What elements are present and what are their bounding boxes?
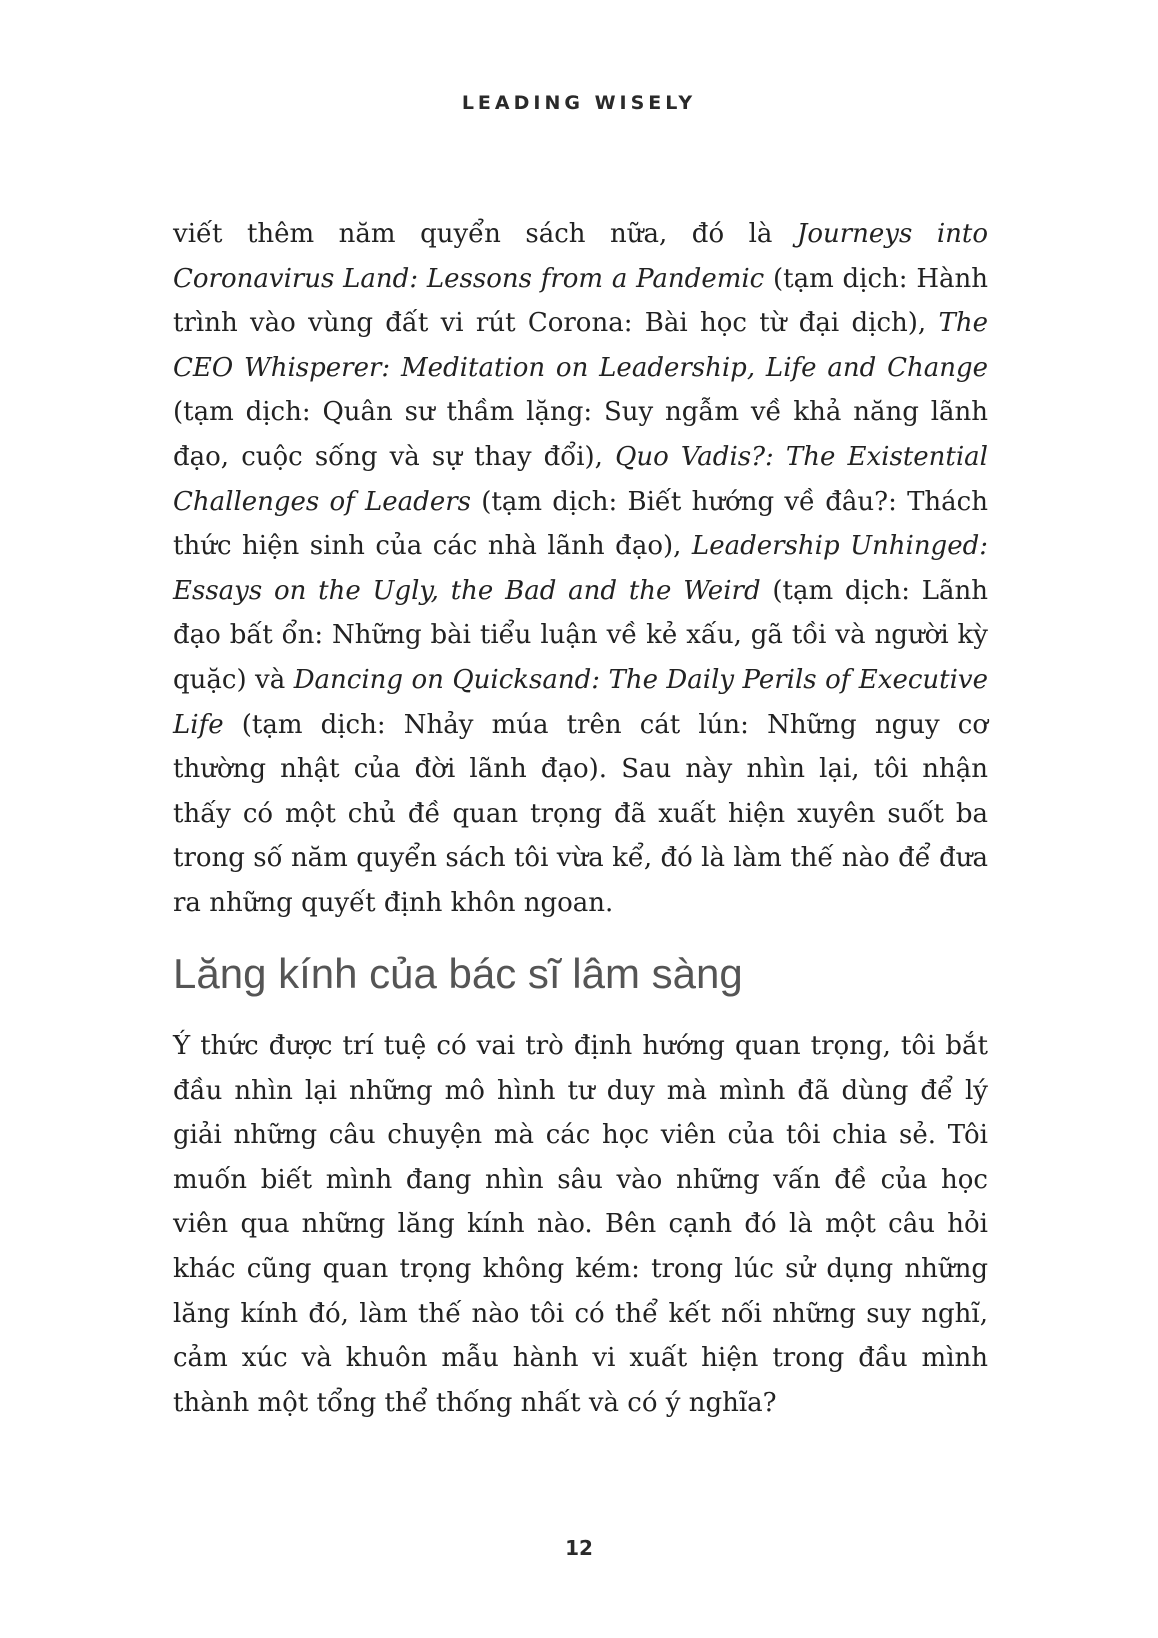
running-header: LEADING WISELY bbox=[461, 92, 697, 114]
book-title: Quo Vadis?: The Existential Challenges of Leaders bbox=[173, 441, 988, 517]
section-heading: Lăng kính của bác sĩ lâm sàng bbox=[173, 950, 743, 997]
text-segment: (tạm dịch: Nhảy múa trên cát lún: Những nguy cơ thường nhật của đời lãnh đạo). Sau này nhìn lại, tôi nhận thấy có một chủ đề quan trọng đã xuất hiện xuyên suốt ba trong số năm quyển sách tôi vừa kể, đó là làm thế nào để đưa ra những quyết định khôn ngoan. bbox=[173, 709, 988, 918]
book-title: Dancing on Quicksand: The Daily Perils of Executive Life bbox=[173, 664, 988, 740]
book-title: Leadership Unhinged: Essays on the Ugly, the Bad and the Weird bbox=[173, 531, 988, 606]
text-segment: (tạm dịch: Biết hướng về đâu?: Thách thức hiện sinh của các nhà lãnh đạo), bbox=[173, 486, 988, 562]
page-number: 12 bbox=[565, 1536, 593, 1560]
text-segment: (tạm dịch: Quân sư thầm lặng: Suy ngẫm về khả năng lãnh đạo, cuộc sống và sự thay đổi), bbox=[173, 397, 988, 472]
text-segment: viết thêm năm quyển sách nữa, đó là bbox=[173, 219, 797, 249]
body-paragraph-2: Ý thức được trí tuệ có vai trò định hướng quan trọng, tôi bắt đầu nhìn lại những mô hình tư duy mà mình đã dùng để lý giải những câu chuyện mà các học viên của tôi chia sẻ. Tôi muốn biết mình đang nhìn sâu vào những vấn đề của học viên qua những lăng kính nào. Bên cạnh đó là một câu hỏi khác cũng quan trọng không kém: trong lúc sử dụng những lăng kính đó, làm thế nào tôi có thể kết nối những suy nghĩ, cảm xúc và khuôn mẫu hành vi xuất hiện trong đầu mình thành một tổng thể thống nhất và có ý nghĩa? bbox=[173, 1031, 988, 1418]
book-title: The CEO Whisperer: Meditation on Leadership, Life and Change bbox=[173, 308, 988, 383]
book-title: Journeys into Coronavirus Land: Lessons from a Pandemic bbox=[173, 219, 988, 294]
text-segment: (tạm dịch: Hành trình vào vùng đất vi rút Corona: Bài học từ đại dịch), bbox=[173, 263, 988, 339]
body-paragraph-1 bbox=[173, 212, 988, 926]
text-segment: (tạm dịch: Lãnh đạo bất ổn: Những bài tiểu luận về kẻ xấu, gã tồi và người kỳ quặc) và bbox=[173, 575, 989, 695]
